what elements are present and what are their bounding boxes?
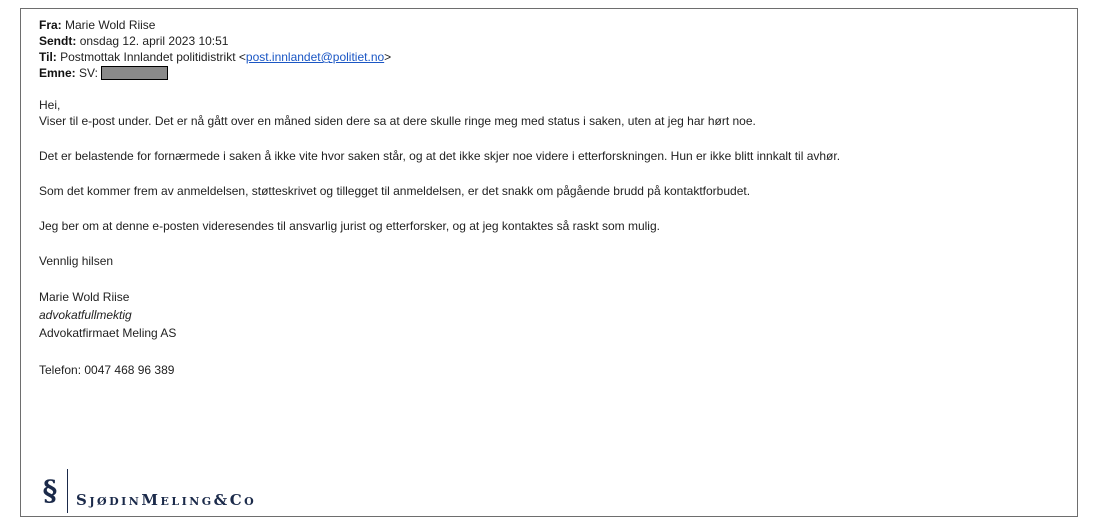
- sent-value: onsdag 12. april 2023 10:51: [79, 34, 229, 48]
- subject-prefix: SV:: [79, 66, 98, 80]
- from-label: Fra:: [39, 18, 62, 32]
- to-close: >: [384, 50, 392, 64]
- greeting: Hei,: [39, 98, 61, 112]
- subject-label: Emne:: [39, 66, 76, 80]
- signature-title: advokatfullmektig: [39, 308, 132, 322]
- to-label: Til:: [39, 50, 57, 64]
- paragraph-1: Viser til e-post under. Det er nå gått over en måned siden dere sa at dere skulle ringe meg med status i saken, uten at jeg har hørt noe.: [39, 114, 756, 128]
- sent-label: Sendt:: [39, 34, 77, 48]
- email-body: [39, 97, 1077, 269]
- from-row: [39, 17, 1077, 33]
- logo-divider: [67, 469, 68, 513]
- to-name: Postmottak Innlandet politidistrikt <: [60, 50, 246, 64]
- paragraph-4: Jeg ber om at denne e-posten videresendes til ansvarlig jurist og etterforsker, og at jeg kontaktes så raskt som mulig.: [39, 219, 660, 233]
- logo-wordmark: SjødinMeling&Co: [76, 491, 257, 509]
- signature-name: Marie Wold Riise: [39, 290, 130, 304]
- section-sign-icon: §: [42, 474, 58, 507]
- subject-redaction: [101, 66, 168, 80]
- email-frame: [20, 8, 1078, 517]
- signature-phone: Telefon: 0047 468 96 389: [39, 363, 175, 377]
- from-value: Marie Wold Riise: [65, 18, 156, 32]
- to-email-link[interactable]: post.innlandet@politiet.no: [245, 50, 385, 64]
- paragraph-2: Det er belastende for fornærmede i saken å ikke vite hvor saken står, og at det ikke skjer noe videre i etterforskningen. Hun er ikke blitt innkalt til avhør.: [39, 149, 841, 163]
- signature-firm: Advokatfirmaet Meling AS: [39, 326, 177, 340]
- to-row: [39, 49, 1077, 65]
- paragraph-3: Som det kommer frem av anmeldelsen, støtteskrivet og tillegget til anmeldelsen, er det snakk om pågående brudd på kontaktforbudet.: [39, 184, 751, 198]
- closing: Vennlig hilsen: [39, 254, 114, 268]
- signature: [39, 288, 1077, 379]
- firm-logo: [39, 469, 256, 513]
- subject-row: [39, 65, 1077, 81]
- email-header: [39, 17, 1077, 81]
- sent-row: [39, 33, 1077, 49]
